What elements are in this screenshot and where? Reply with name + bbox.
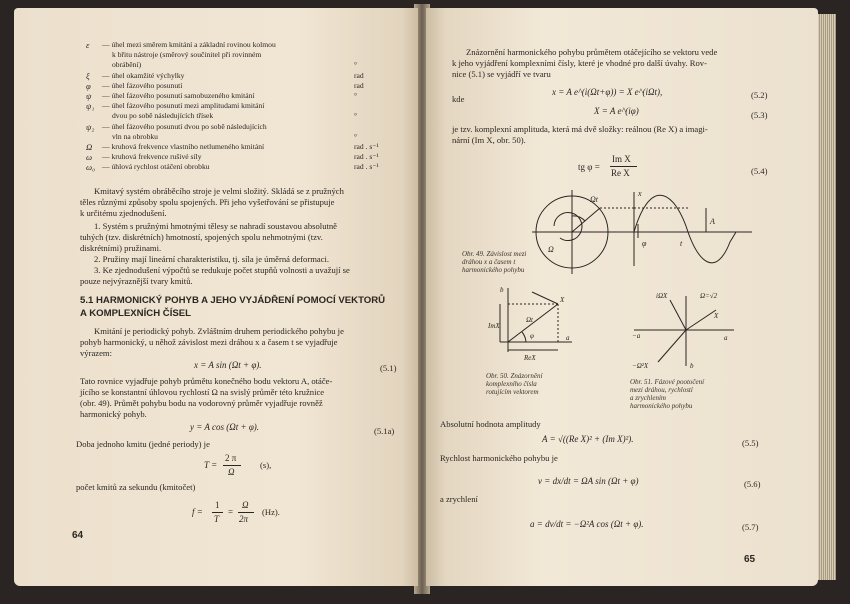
text-line: jícího se konstantní úhlovou rychlostí Ω na svislý průměr této kružnice [80,387,325,397]
symbol-unit: ° [354,91,358,100]
text-kde: kde [452,94,465,104]
text-line: nice (5.1) se vyjádří ve tvaru [452,69,551,79]
label-iox: iΩX [656,292,668,300]
symbol: φ [86,80,91,91]
eq-numerator: 1 [215,500,220,510]
equation-number: (5.6) [744,479,761,489]
figure-49-diagram [530,186,755,278]
symbol: ε [86,40,90,50]
eq-denominator: Ω [228,467,235,477]
label-Omega: Ω [548,245,554,254]
text-line: (obr. 49). Průmět pohybu bodu na vodorovný průměr vyjadřuje rovněž [80,398,323,408]
eq-denominator: T [214,514,220,524]
equation-5-5: A = √((Re X)² + (Im X)²). [542,434,634,444]
equation-5-6: v = dx/dt = ΩA sin (Ωt + φ) [538,476,639,486]
text-line: tuhých (tzv. diskrétních) hmotností, spojených spolu nehmotnými (tzv. [80,232,323,242]
figure-50-diagram [486,282,576,366]
left-page [14,8,418,586]
symbol: ψ₁ [86,101,95,112]
label-b: b [690,362,694,370]
equation-5-2: x = A e^(i(Ωt+φ)) = X e^(iΩt), [552,87,663,97]
text-period: Doba jednoho kmitu (jedné periody) je [76,439,210,449]
caption-line: Obr. 51. Fázové pootočení [630,378,705,386]
text-line: výrazem: [80,348,112,358]
eq-unit: (Hz). [262,507,280,517]
label-X: X [560,296,565,304]
eq-denominator: Re X [611,168,630,178]
eq-lhs: tg φ = [578,162,600,172]
symbol-unit: rad . s⁻¹ [354,162,379,172]
eq-lhs: T = [204,460,218,470]
symbol-unit: ° [354,131,358,141]
fraction-bar [223,465,241,466]
symbol-description: — úhlová rychlost otáčení obrobku [102,162,210,172]
label-omega: Ω=√2 [700,292,718,300]
equation-number: (5.1) [380,363,397,373]
symbol: ψ [86,91,92,101]
equation-number: (5.7) [742,522,759,532]
symbol-description: dvou po sobě následujících třísek [112,111,214,121]
symbol-unit: rad . s⁻¹ [354,142,379,151]
symbol-description: — kruhová frekvence vlastního netlumeného kmitání [102,142,265,151]
symbol-description: — kruhová frekvence rušivé síly [102,152,202,162]
symbol-description: — úhel fázového posunutí mezi amplitudami kmitání [102,101,265,111]
text-line: pouze nejvýraznější tvary kmitů. [80,276,193,286]
caption-line: harmonického pohybu [462,266,525,274]
text-line: Tato rovnice vyjadřuje pohyb průmětu konečného bodu vektoru A, otáče- [80,376,333,386]
label-a: a [724,334,728,342]
text-line: 2. Pružiny mají lineární charakteristiku, tj. síla je úměrná deformaci. [94,254,330,264]
text-line: pohyb harmonický, u něhož závislost mezi dráhou x a časem t se vyjadřuje [80,337,338,347]
text-line: Kmitavý systém obráběcího stroje je velmi složitý. Skládá se z pružných [94,186,344,196]
label-omega-t: Ωt [526,316,534,324]
eq-numerator: Im X [612,154,631,164]
eq-unit: (s), [260,460,272,470]
symbol: ω [86,152,93,163]
symbol-description: — úhel fázového posunutí samobuzeného kmitání [102,91,255,100]
fraction-bar [238,512,254,513]
caption-line: harmonického pohybu [630,402,693,410]
symbol-description: — úhel mezi směrem kmitání a základní rovinou kolmou [102,40,276,49]
equation-5-3: X = A e^(iφ) [594,106,639,116]
caption-line: a zrychlením [630,394,666,402]
symbol-description: vln na obrobku [112,131,158,141]
caption-line: komplexního čísla [486,380,537,388]
label-b: b [500,286,504,294]
label-imx: ImX [488,322,500,330]
symbol-description: obrábění) [112,60,142,70]
symbol-description: — úhel okamžité výchylky [102,70,185,80]
label-minus-o2x: −Ω²X [632,362,649,370]
symbol-unit: ° [354,111,358,121]
text-line: Znázornění harmonického pohybu průmětem otáčejícího se vektoru vede [466,47,718,57]
text-line: 1. Systém s pružnými hmotnými tělesy se nahradí soustavou absolutně [94,221,337,231]
symbol-unit: rad [354,70,364,80]
text-line: Kmitání je periodický pohyb. Zvláštním druhem periodického pohybu je [94,326,344,336]
page-edges [818,14,836,580]
symbol-description: — úhel fázového posunutí dvou po sobě následujících [102,121,267,131]
section-heading: 5.1 HARMONICKÝ POHYB A JEHO VYJÁDŘENÍ POMOCÍ VEKTORŮ [80,295,386,306]
section-heading-line2: A KOMPLEXNÍCH ČÍSEL [80,308,192,319]
text-line: k jeho vyjádření komplexními čísly, které je vhodné pro další úvahy. Rov- [452,58,707,68]
eq-numerator: Ω [242,500,249,510]
symbol: ψ₂ [86,121,95,132]
eq-numerator: 2 π [225,453,237,463]
symbol-description: — úhel fázového posunutí [102,80,183,90]
eq-lhs: f = [192,507,203,517]
symbol-unit: ° [354,60,358,70]
equation-5-1: x = A sin (Ωt + φ). [194,360,262,370]
page-number: 65 [744,554,756,565]
label-phi: φ [642,239,647,248]
text-frequency: počet kmitů za sekundu (kmitočet) [76,482,196,492]
label-X: X [714,312,719,320]
symbol-unit: rad . s⁻¹ [354,152,379,162]
caption-line: dráhou x a časem t [462,258,516,266]
equation-5-1a: y = A cos (Ωt + φ). [190,422,260,432]
caption-line: mezi dráhou, rychlostí [630,386,693,394]
caption-line: rotujícím vektorem [486,388,539,396]
equation-number: (5.4) [751,166,768,176]
symbol-description: k břitu nástroje (směrový součinitel při rovinném [112,50,262,60]
equation-number: (5.5) [742,438,759,448]
eq-denominator: 2π [239,514,249,524]
fraction-bar [212,512,223,513]
symbol-unit: rad [354,80,364,90]
text-line: k určitému zjednodušení. [80,208,167,218]
text-line: harmonický pohyb. [80,409,147,419]
label-rex: ReX [524,354,536,362]
text-line: je tzv. komplexní amplituda, která má dvě složky: reálnou (Re X) a imagi- [452,124,708,134]
fraction-bar [610,166,637,167]
label-t: t [680,239,683,248]
caption-line: Obr. 50. Znázornění [486,372,543,380]
eq-equals: = [228,507,234,517]
text-line: 3. Ke zjednodušení výpočtů se redukuje počet stupňů volnosti a uvažují se [94,265,350,275]
page-number: 64 [72,530,84,541]
equation-number: (5.2) [751,90,768,100]
text-line: nární (Im X, obr. 50). [452,135,526,145]
text-line: těles různými způsoby spolu spojených. Při jeho vyšetřování se přistupuje [80,197,335,207]
text-velocity: Rychlost harmonického pohybu je [440,453,558,463]
text-amplitude: Absolutní hodnota amplitudy [440,419,541,429]
right-page [426,8,818,586]
label-phi: φ [530,332,534,340]
label-minus-a: −a [632,332,641,340]
text-line: diskrétními) pružinami. [80,243,162,253]
text-acceleration: a zrychlení [440,494,478,504]
caption-line: Obr. 49. Závislost mezi [462,250,527,258]
label-A: A [710,217,715,226]
label-x: x [638,189,642,198]
label-a: a [566,334,570,342]
equation-5-7: a = dv/dt = −Ω²A cos (Ωt + φ). [530,519,644,529]
equation-number: (5.3) [751,110,768,120]
equation-number: (5.1a) [374,426,395,436]
symbol: Ω [86,142,93,152]
label-omega-t: Ωt [590,195,599,204]
figure-51-diagram [628,288,738,372]
symbol: ξ [86,70,90,81]
symbol: ω₀ [86,162,96,173]
